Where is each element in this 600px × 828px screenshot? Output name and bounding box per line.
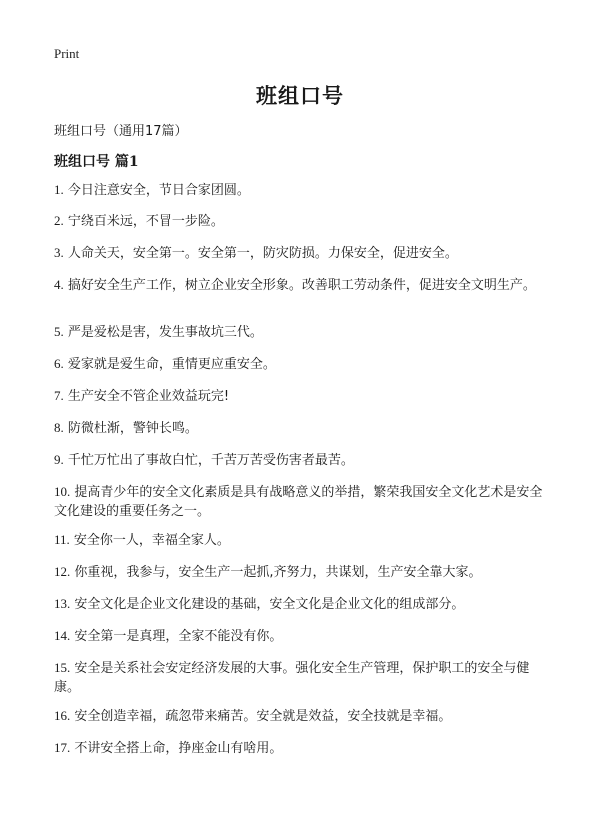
slogan-text: 严是爱松是害，发生事故坑三代。: [67, 325, 263, 340]
slogan-number: 1.: [54, 182, 64, 197]
slogan-text: 安全文化是企业文化建设的基础，安全文化是企业文化的组成部分。: [74, 597, 465, 612]
list-item: [54, 180, 550, 200]
slogan-text: 生产安全不管企业效益玩完!: [67, 389, 230, 404]
list-item: [54, 211, 550, 231]
page-title: 班组口号: [256, 84, 344, 108]
list-item: [54, 243, 550, 263]
slogan-number: 16.: [54, 708, 71, 723]
slogan-text: 你重视，我参与，安全生产一起抓,齐努力，共谋划，生产安全靠大家。: [74, 565, 482, 580]
list-item: [54, 530, 550, 550]
slogan-text: 安全是关系社会安定经济发展的大事。强化安全生产管理，保护职工的安全与健康。: [54, 661, 530, 695]
slogan-number: 15.: [54, 660, 71, 675]
slogan-text: 今日注意安全，节日合家团圆。: [67, 183, 250, 198]
slogan-number: 14.: [54, 628, 71, 643]
list-item: [54, 562, 550, 582]
slogan-text: 爱家就是爱生命，重情更应重安全。: [67, 357, 276, 372]
print-link[interactable]: Print: [54, 46, 80, 61]
section-heading: 班组口号 篇1: [54, 154, 139, 170]
document-subtitle: 班组口号（通用17篇）: [54, 124, 188, 139]
slogan-number: 7.: [54, 388, 64, 403]
list-item: [54, 594, 550, 614]
slogan-number: 4.: [54, 277, 64, 292]
slogan-text: 提高青少年的安全文化素质是具有战略意义的举措，繁荣我国安全文化艺术是安全文化建设的重要任务之一。: [54, 485, 543, 519]
slogan-number: 17.: [54, 740, 71, 755]
slogan-text: 安全创造幸福，疏忽带来痛苦。安全就是效益，安全技就是幸福。: [74, 709, 452, 724]
slogan-number: 12.: [54, 564, 71, 579]
list-item: [54, 386, 550, 406]
slogan-number: 13.: [54, 596, 71, 611]
slogan-text: 宁绕百米远，不冒一步险。: [67, 214, 224, 229]
slogan-number: 3.: [54, 245, 64, 260]
slogan-text: 千忙万忙出了事故白忙，千苦万苦受伤害者最苦。: [67, 453, 354, 468]
list-item: [54, 354, 550, 374]
list-item: [54, 626, 550, 646]
slogan-number: 8.: [54, 420, 64, 435]
list-item: [54, 482, 550, 521]
slogan-number: 5.: [54, 324, 64, 339]
slogan-text: 不讲安全搭上命，挣座金山有啥用。: [74, 741, 283, 756]
list-item: [54, 418, 550, 438]
slogan-text: 人命关天，安全第一。安全第一，防灾防损。力保安全，促进安全。: [67, 246, 458, 261]
slogan-text: 安全你一人，幸福全家人。: [73, 533, 230, 548]
list-item: [54, 738, 550, 758]
slogan-number: 10.: [54, 484, 71, 499]
slogan-text: 安全第一是真理，全家不能没有你。: [74, 629, 283, 644]
list-item: [54, 275, 550, 295]
slogan-number: 2.: [54, 213, 64, 228]
list-item: [54, 322, 550, 342]
slogan-number: 9.: [54, 452, 64, 467]
list-item: [54, 658, 550, 697]
list-item: [54, 706, 550, 726]
slogan-text: 搞好安全生产工作，树立企业安全形象。改善职工劳动条件，促进安全文明生产。: [67, 278, 536, 293]
slogan-number: 6.: [54, 356, 64, 371]
list-item: [54, 450, 550, 470]
slogan-text: 防微杜渐，警钟长鸣。: [67, 421, 198, 436]
slogan-number: 11.: [54, 532, 70, 547]
